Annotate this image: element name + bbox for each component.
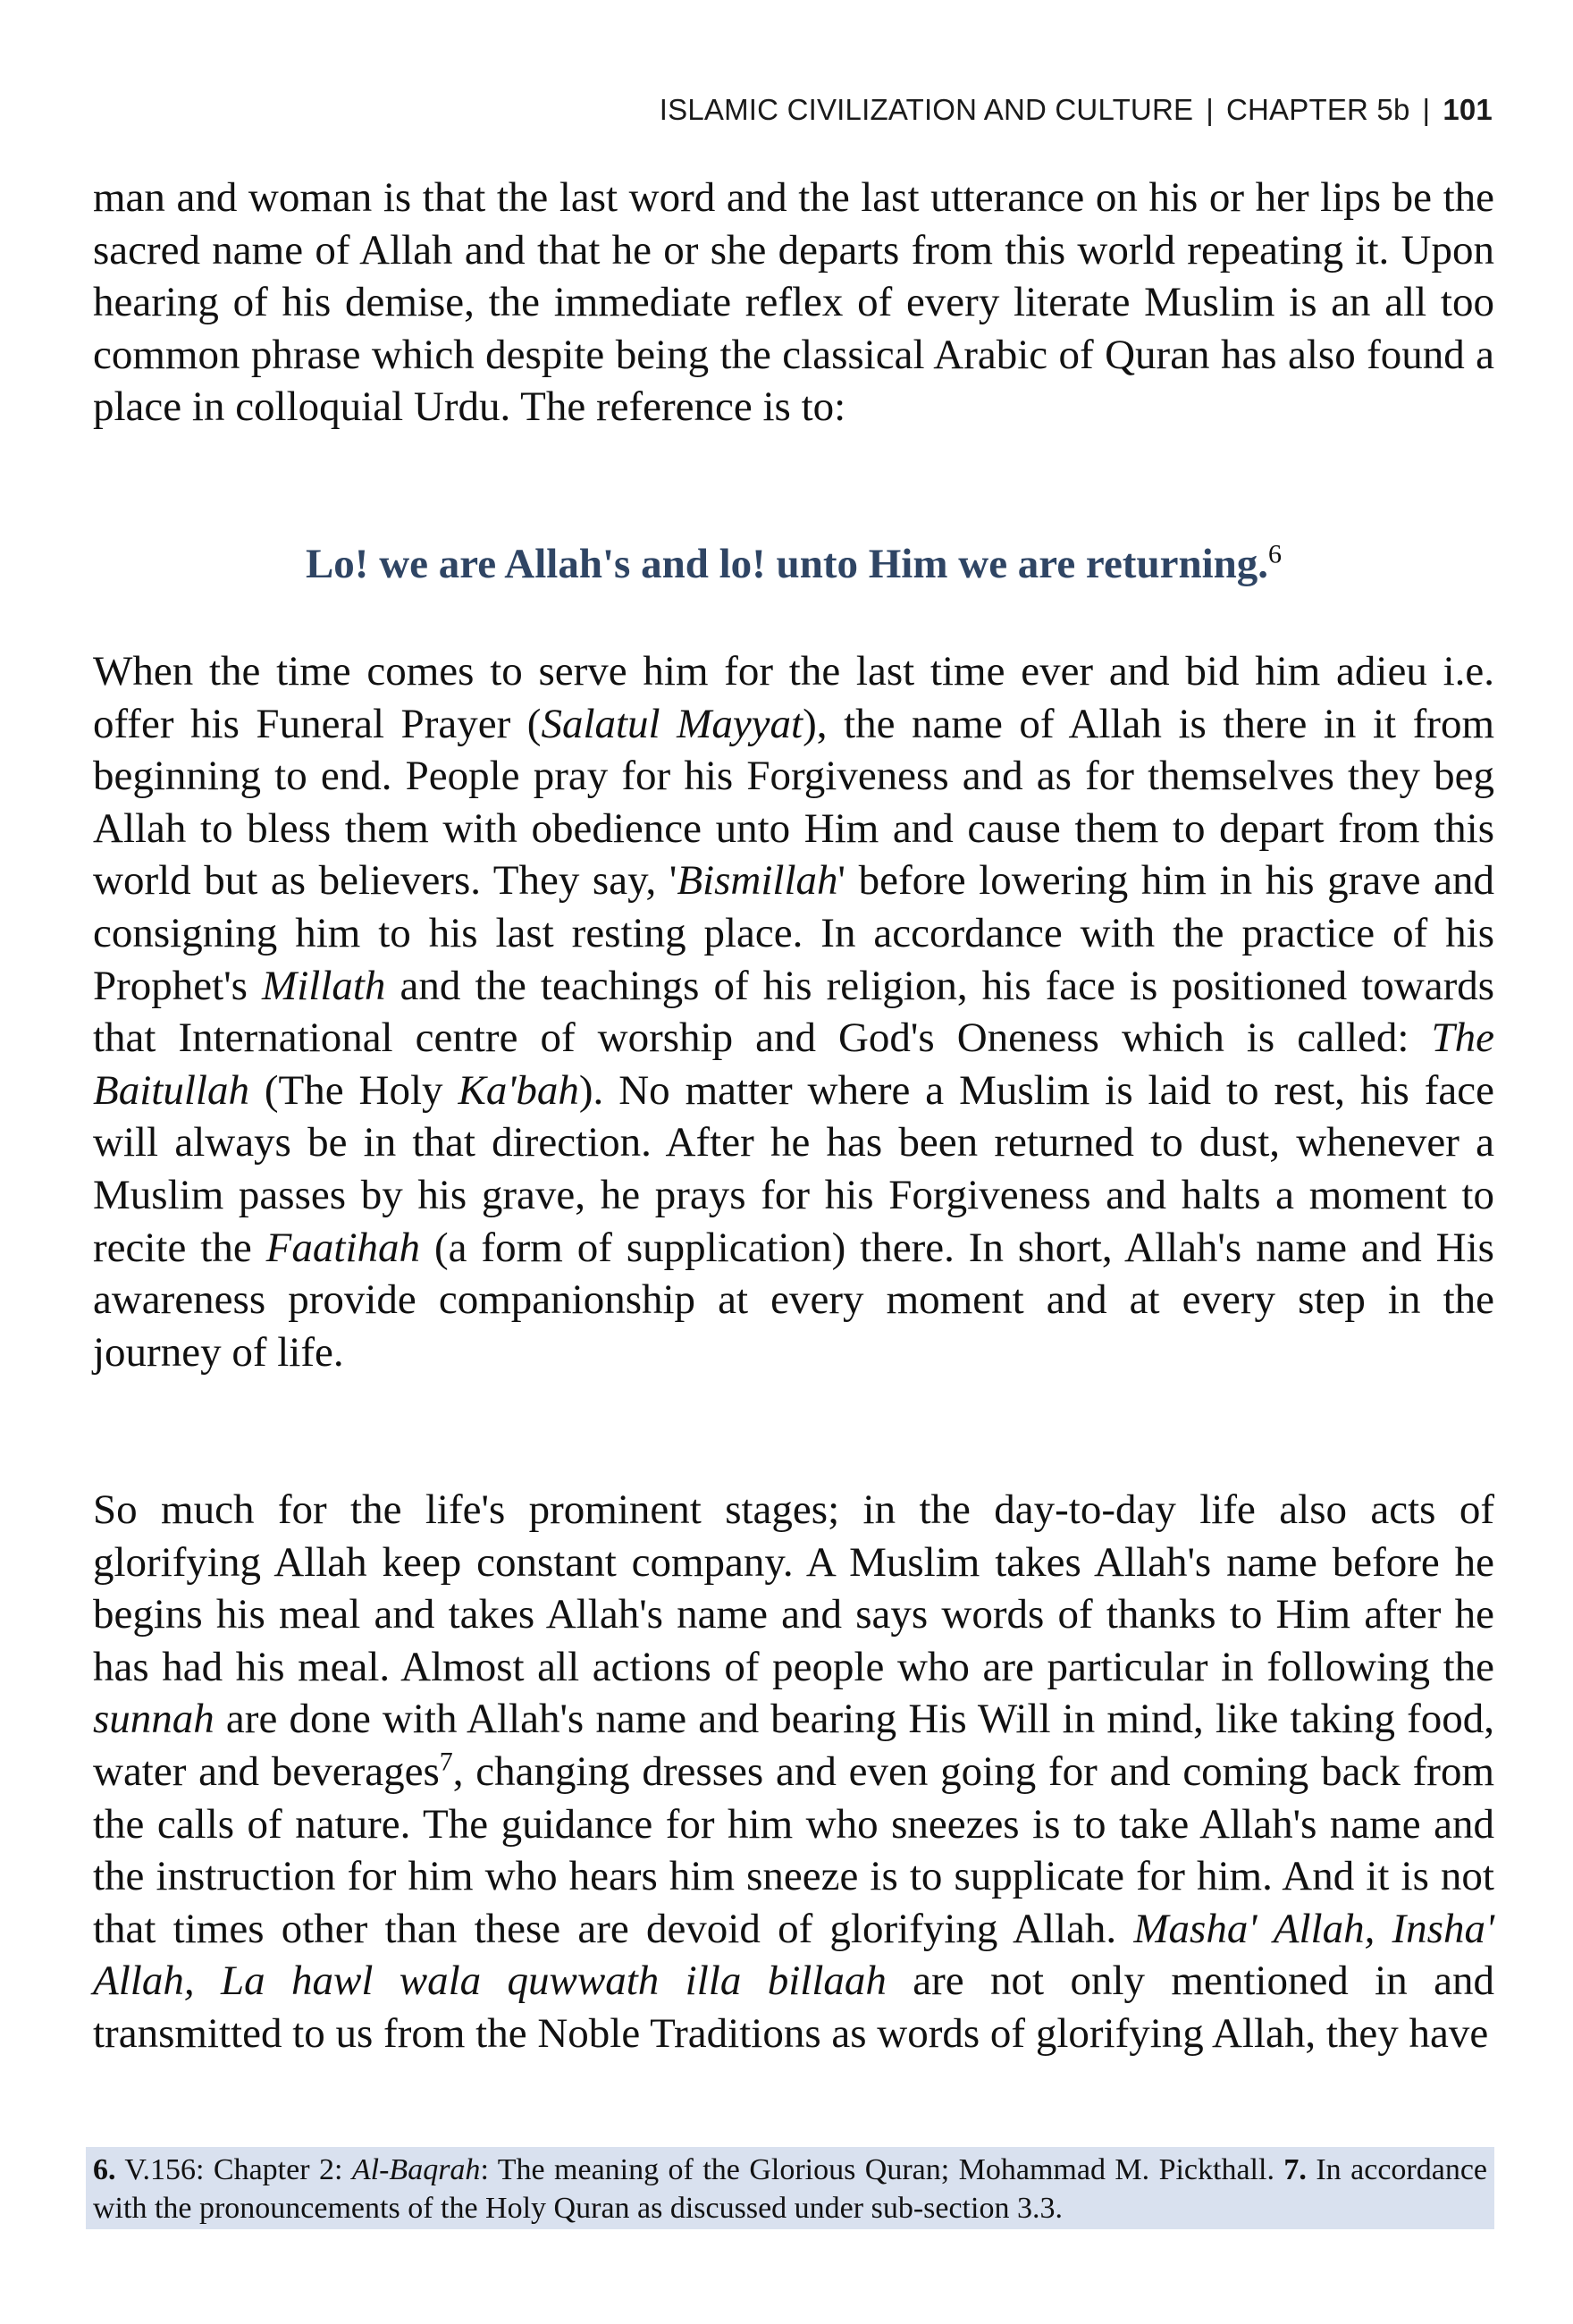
p2-italic-faatihah: Faatihah [265, 1224, 420, 1271]
chapter-label: CHAPTER 5b [1225, 93, 1410, 126]
footnote-6-text-b: : The meaning of the Glorious Quran; Mohammad M. Pickthall. [480, 2153, 1284, 2186]
p2-italic-kabah: Ka'bah [458, 1066, 579, 1114]
p2-text-7: (a form of supplication) there. In short, Allah's name and His awareness provide companionship at every moment and at every step in the journey of life. [93, 1224, 1494, 1376]
p3-italic-phrases: Masha' Allah, Insha' Allah, La hawl wala quwwath illa billaah [93, 1905, 1495, 2005]
p2-italic-salatul-mayyat: Salatul Mayyat [541, 700, 803, 747]
page-number: 101 [1443, 93, 1493, 126]
header-separator: | [1206, 93, 1214, 126]
footnote-6-text-a: V.156: Chapter 2: [115, 2153, 352, 2186]
p2-text-6: ). No matter where a Muslim is laid to rest, his face will always be in that direction. After he has been returned to dust, whenever a Muslim passes by his grave, he prays for his Forgiveness and halts a moment to recite the [93, 1066, 1494, 1271]
paragraph-1 [93, 172, 1494, 434]
footnote-7-text: In accordance with the pronouncements of the Holy Quran as discussed under sub-section 3.3. [93, 2153, 1487, 2225]
footnote-6-number: 6. [93, 2153, 116, 2186]
p2-text-4: and the teachings of his religion, his face is positioned towards that International centre of worship and God's Oneness which is called: [93, 962, 1495, 1062]
paragraph-1-text: man and woman is that the last word and the last utterance on his or her lips be the sacred name of Allah and that he or she departs from this world repeating it. Upon hearing of his demise, the immediate reflex of every literate Muslim is an all too common phrase which despite being the classical Arabic of Quran has also found a place in colloquial Urdu. The reference is to: [93, 174, 1494, 431]
p3-text-3: , changing dresses and even going for and coming back from the calls of nature. The guidance for him who sneezes is to take Allah's name and the instruction for him who hears him sneeze is to supplicate for him. And it is not that times other than these are devoid of glorifying Allah. [93, 1747, 1495, 1952]
p2-text-2: ), the name of Allah is there in it from beginning to end. People pray for his Forgiveness and as for themselves they beg Allah to bless them with obedience unto Him and cause them to depart from this world but as believers. They say, ' [93, 700, 1495, 905]
header-separator: | [1422, 93, 1431, 126]
running-header [660, 93, 1493, 127]
footnote-6-italic: Al-Baqrah [351, 2153, 481, 2186]
p2-italic-baitullah: The Baitullah [93, 1015, 1494, 1114]
book-title: ISLAMIC CIVILIZATION AND CULTURE [659, 93, 1194, 126]
quote-text: Lo! we are Allah's and lo! unto Him we are returning. [305, 541, 1269, 587]
quran-quote [93, 533, 1494, 595]
p2-text-1: When the time comes to serve him for the last time ever and bid him adieu i.e. offer his Funeral Prayer ( [93, 648, 1494, 747]
p2-text-5: (The Holy [248, 1066, 458, 1114]
p3-italic-sunnah: sunnah [93, 1696, 214, 1743]
p2-italic-bismillah: Bismillah [677, 857, 838, 905]
p3-text-1: So much for the life's prominent stages; in the day-to-day life also acts of glorifying Allah keep constant company. A Muslim takes Allah's name before he begins his meal and takes Allah's name and says words of thanks to Him after he has had his meal. Almost all actions of people who are particular in following the [93, 1486, 1494, 1690]
footnote-7-number: 7. [1283, 2153, 1307, 2186]
paragraph-2 [93, 645, 1494, 1378]
footnote-ref-7: 7 [439, 1747, 453, 1777]
p2-italic-millath: Millath [262, 962, 386, 1009]
footnotes-box [86, 2147, 1494, 2229]
p2-text-3: ' before lowering him in his grave and consigning him to his last resting place. In accordance with the practice of his Prophet's [93, 857, 1494, 1009]
paragraph-3 [93, 1484, 1494, 2060]
footnote-ref-6: 6 [1268, 539, 1283, 569]
p3-text-4: are not only mentioned in and transmitted to us from the Noble Traditions as words of glorifying Allah, they have [93, 1958, 1494, 2057]
p3-text-2: are done with Allah's name and bearing His Will in mind, like taking food, water and beverages [93, 1696, 1494, 1795]
